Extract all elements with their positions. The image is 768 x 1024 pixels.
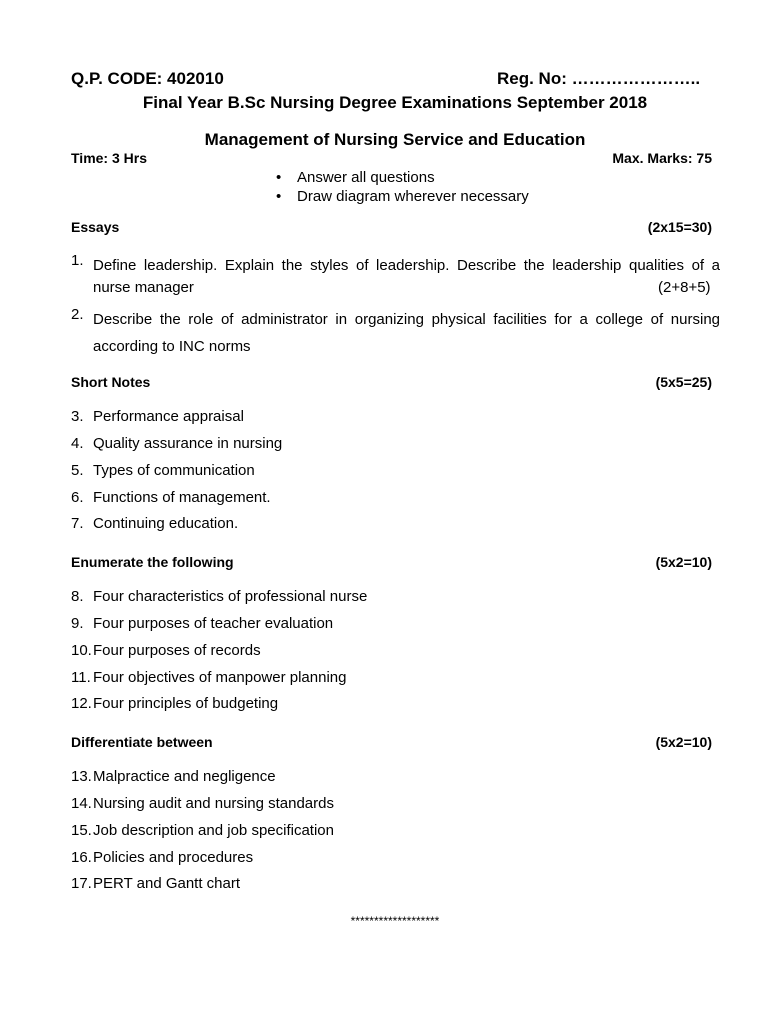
section-marks-enumerate: (5x2=10) bbox=[655, 554, 712, 570]
question-number: 1. bbox=[71, 252, 84, 269]
section-marks-short-notes: (5x5=25) bbox=[655, 374, 712, 390]
sub-marks: (2+8+5) bbox=[658, 279, 711, 296]
question-1-continued: nurse manager bbox=[93, 279, 194, 296]
max-marks: Max. Marks: 75 bbox=[612, 150, 712, 166]
section-title-essays: Essays bbox=[71, 219, 120, 235]
list-item: 4. Quality assurance in nursing bbox=[71, 435, 283, 452]
list-item: 15.Job description and job specification bbox=[71, 822, 334, 839]
bullet-icon: • bbox=[276, 169, 282, 186]
end-of-paper-marker: ******************* bbox=[350, 914, 440, 928]
section-title-enumerate: Enumerate the following bbox=[71, 554, 234, 570]
list-item: 11. Four objectives of manpower planning bbox=[71, 669, 347, 686]
question-text: Describe the role of administrator in organizing physical facilities for a college of nursing according to INC norms bbox=[93, 311, 720, 355]
question-2 bbox=[71, 306, 720, 360]
list-item: 16.Policies and procedures bbox=[71, 849, 254, 866]
list-item: 17.PERT and Gantt chart bbox=[71, 875, 241, 892]
list-item: 13.Malpractice and negligence bbox=[71, 768, 276, 785]
section-marks-essays: (2x15=30) bbox=[647, 219, 712, 235]
question-number: 2. bbox=[71, 306, 84, 323]
section-title-differentiate: Differentiate between bbox=[71, 734, 213, 750]
question-1 bbox=[71, 252, 720, 279]
subject-title: Management of Nursing Service and Education bbox=[204, 130, 586, 149]
list-item: 14.Nursing audit and nursing standards bbox=[71, 795, 334, 812]
list-item: 12.Four principles of budgeting bbox=[71, 695, 279, 712]
reg-no: Reg. No: ………………….. bbox=[497, 69, 701, 88]
section-title-short-notes: Short Notes bbox=[71, 374, 151, 390]
list-item: 8. Four characteristics of professional nurse bbox=[71, 588, 368, 605]
exam-title: Final Year B.Sc Nursing Degree Examinations September 2018 bbox=[142, 93, 648, 112]
time-allowed: Time: 3 Hrs bbox=[71, 150, 147, 166]
qp-code: Q.P. CODE: 402010 bbox=[71, 69, 224, 88]
list-item: 9. Four purposes of teacher evaluation bbox=[71, 615, 334, 632]
bullet-icon: • bbox=[276, 188, 282, 205]
instruction-item: • Answer all questions bbox=[276, 169, 435, 186]
instruction-item: • Draw diagram wherever necessary bbox=[276, 188, 529, 205]
section-marks-differentiate: (5x2=10) bbox=[655, 734, 712, 750]
list-item: 7. Continuing education. bbox=[71, 515, 239, 532]
list-item: 6. Functions of management. bbox=[71, 489, 271, 506]
list-item: 5. Types of communication bbox=[71, 462, 255, 479]
list-item: 3. Performance appraisal bbox=[71, 408, 244, 425]
list-item: 10.Four purposes of records bbox=[71, 642, 261, 659]
question-text: Define leadership. Explain the styles of leadership. Describe the leadership qualities of a bbox=[93, 257, 720, 274]
